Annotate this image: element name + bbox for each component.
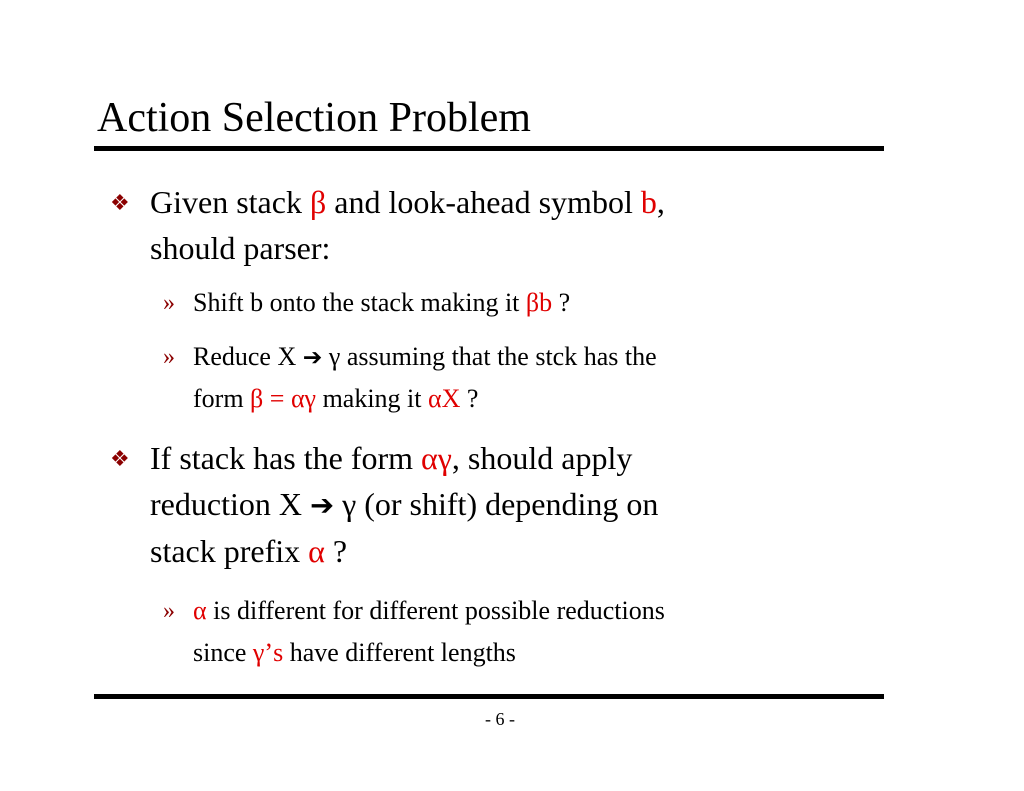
bullet-2-line-3 [150, 528, 658, 574]
bullet-2-text: If stack has the form [150, 440, 422, 476]
bullet-1 [110, 179, 665, 271]
sub-bullet-text: ? [460, 384, 479, 413]
sub-bullet-text: ? [552, 288, 571, 317]
sub-bullet-text: form [193, 384, 251, 413]
bullet-1-text: and look-ahead symbol [326, 184, 641, 220]
alpha-gamma-symbol: αγ [421, 440, 452, 476]
sub-bullet-text: making it [316, 384, 428, 413]
sub-bullet-1-2-line-2 [193, 378, 657, 420]
page-number: - 6 - [485, 709, 515, 729]
sub-bullet-2-1 [163, 590, 665, 674]
bullet-2-text: stack prefix [150, 533, 309, 569]
bullet-2-text: ? [324, 533, 348, 569]
bullet-1-text: , [656, 184, 665, 220]
sub-bullet-1-1 [163, 282, 571, 324]
double-chevron-icon: » [163, 344, 175, 370]
diamond-bullet-icon: ❖ [110, 447, 130, 472]
bullet-2 [110, 435, 659, 574]
sub-bullet-text: Shift b onto the stack making it [193, 288, 526, 317]
diamond-bullet-icon: ❖ [110, 191, 130, 216]
alpha-symbol: α [193, 596, 207, 625]
bullet-1-line-1 [150, 179, 665, 225]
gamma-symbol: γ [322, 342, 341, 371]
bullet-2-text: , should apply [451, 440, 633, 476]
sub-bullet-text: is different for different possible reductions [206, 596, 665, 625]
sub-bullet-2-1-line-1 [193, 590, 665, 632]
lookahead-symbol: b [640, 184, 657, 220]
beta-equals-alpha-gamma: β = αγ [250, 384, 317, 413]
alpha-x-symbol: αX [428, 384, 461, 413]
sub-bullet-text: since [193, 638, 253, 667]
sub-bullet-2-1-line-2 [193, 632, 665, 674]
double-chevron-icon: » [163, 598, 175, 624]
beta-b-symbol: βb [525, 288, 553, 317]
double-chevron-icon: » [163, 290, 175, 316]
beta-symbol: β [309, 184, 327, 220]
right-arrow-icon: ➔ [302, 343, 323, 371]
bullet-2-line-1 [150, 435, 658, 481]
bullet-1-text: Given stack [150, 184, 310, 220]
gamma-s-symbol: γ’s [252, 638, 284, 667]
bullet-1-line-2: should parser: [150, 230, 331, 266]
sub-bullet-text: have different lengths [283, 638, 516, 667]
bullet-2-text: γ (or shift) depending on [334, 486, 659, 522]
sub-bullet-1-2-line-1 [193, 336, 657, 378]
bottom-rule [94, 694, 884, 699]
right-arrow-icon: ➔ [309, 488, 335, 522]
sub-bullet-1-2 [163, 336, 657, 420]
alpha-symbol: α [308, 533, 325, 569]
sub-bullet-text: Reduce X [193, 342, 303, 371]
sub-bullet-text: assuming that the stck has the [340, 342, 657, 371]
bullet-2-line-2 [150, 481, 658, 528]
slide-title: Action Selection Problem [97, 95, 531, 141]
bullet-2-text: reduction X [150, 486, 310, 522]
